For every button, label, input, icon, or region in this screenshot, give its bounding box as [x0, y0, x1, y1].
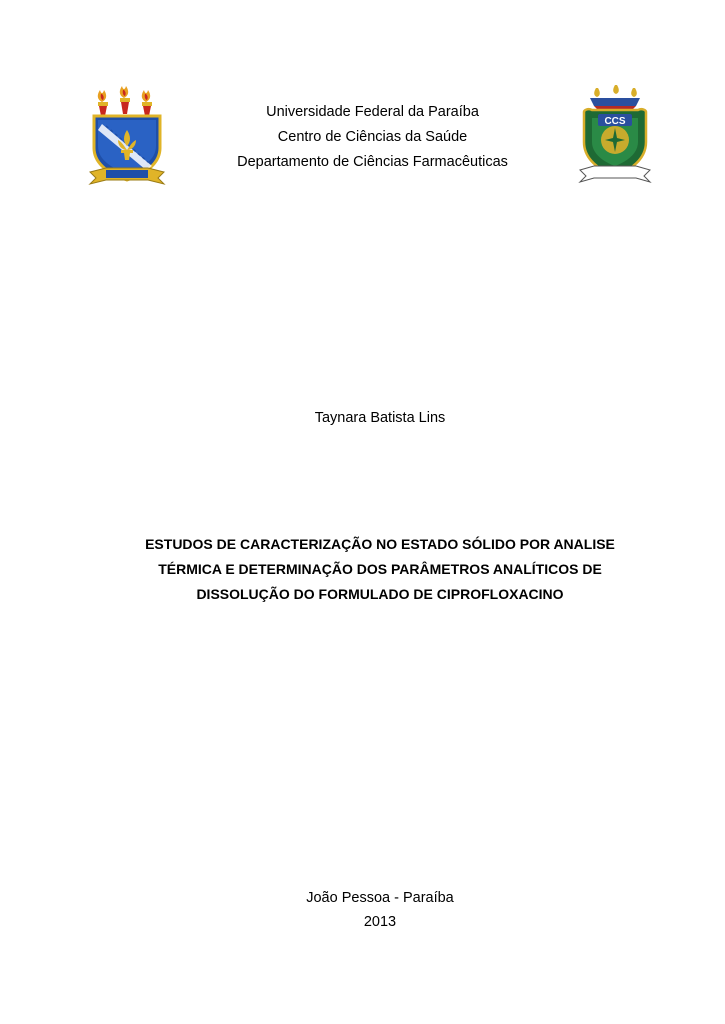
title-line-1: ESTUDOS DE CARACTERIZAÇÃO NO ESTADO SÓLIDO POR ANALISE	[145, 536, 615, 552]
year: 2013	[363, 914, 397, 930]
cover-footer	[230, 886, 530, 934]
torch-center	[120, 86, 130, 114]
ccs-crest-logo	[578, 84, 652, 186]
title-line-3: DISSOLUÇÃO DO FORMULADO DE CIPROFLOXACINO	[196, 586, 564, 602]
title-line-2: TÉRMICA E DETERMINAÇÃO DOS PARÂMETROS ANALÍTICOS DE	[158, 561, 602, 577]
ufpb-crest-graphic	[88, 84, 166, 190]
department-name: Departamento de Ciências Farmacêuticas	[237, 154, 508, 170]
center-name: Centro de Ciências da Saúde	[277, 129, 468, 145]
author-name: Taynara Batista Lins	[314, 410, 446, 426]
torch-right	[142, 90, 152, 116]
ccs-emblem-text: CCS	[604, 116, 626, 127]
thesis-title	[110, 532, 650, 607]
city-state: João Pessoa - Paraíba	[306, 890, 454, 906]
ccs-crest-graphic	[578, 84, 652, 186]
torch-left	[98, 90, 108, 116]
institution-header	[180, 100, 565, 175]
ufpb-crest-logo	[88, 84, 166, 190]
crest-top-ornament	[590, 85, 640, 110]
university-name: Universidade Federal da Paraíba	[266, 104, 479, 120]
